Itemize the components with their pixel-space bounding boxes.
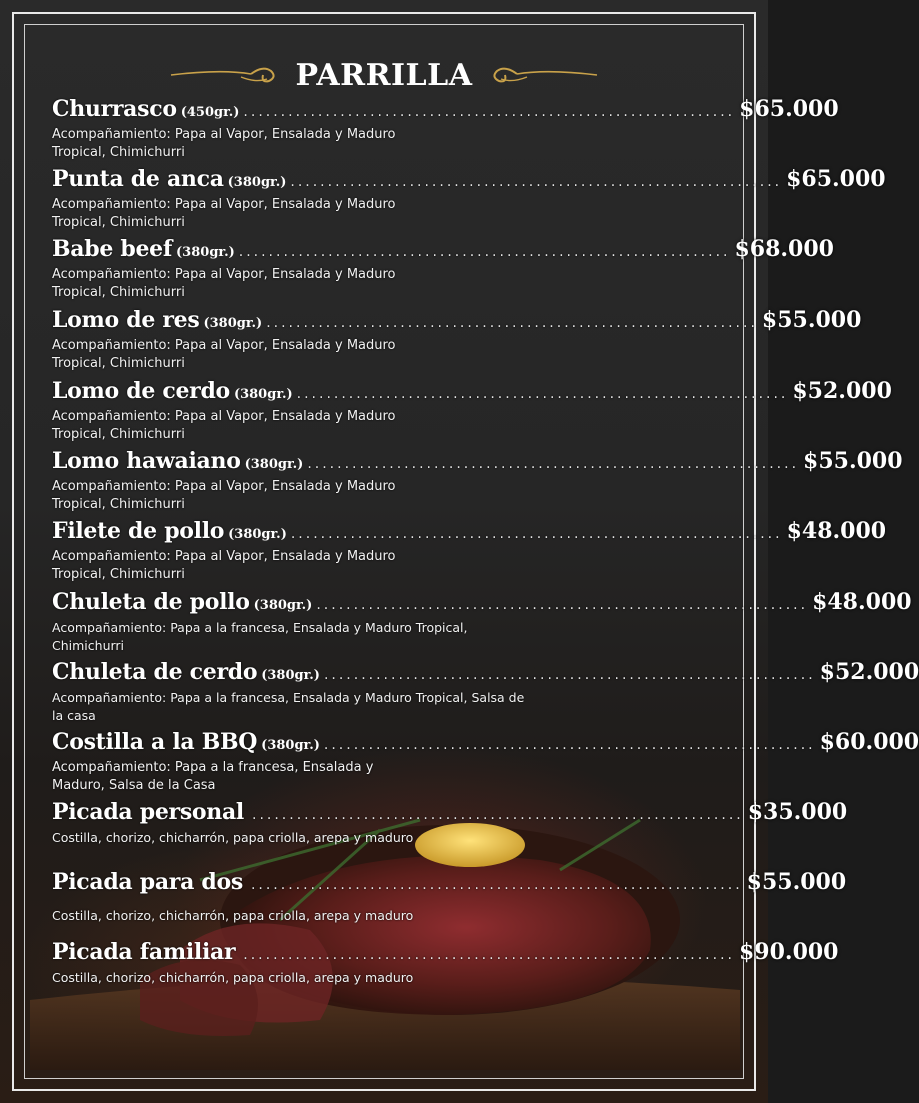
- item-description: Acompañamiento: Papa al Vapor, Ensalada y Maduro Tropical, Chimichurri: [52, 409, 396, 442]
- title-bar: [0, 52, 768, 98]
- menu-item: [52, 729, 919, 795]
- item-price: $65.000: [739, 96, 839, 122]
- menu-item: [52, 939, 839, 987]
- dot-leader: ..................................................................: [243, 947, 735, 963]
- item-description: Acompañamiento: Papa al Vapor, Ensalada y Maduro Tropical, Chimichurri: [52, 549, 396, 582]
- item-weight: (380gr.): [228, 527, 287, 542]
- item-weight: (380gr.): [227, 175, 287, 190]
- right-flourish-icon: [487, 63, 597, 87]
- menu-item: [52, 96, 839, 162]
- menu-item: [52, 307, 862, 373]
- item-price: $55.000: [761, 307, 862, 333]
- menu-item: [52, 659, 919, 725]
- page-title: PARRILLA: [295, 57, 473, 93]
- item-description: Acompañamiento: Papa a la francesa, Ensalada y Maduro, Salsa de la Casa: [52, 760, 374, 793]
- item-name: Chuleta de pollo: [52, 589, 250, 615]
- menu-item: [52, 378, 892, 444]
- menu-item: [52, 589, 912, 655]
- dot-leader: ..................................................................: [296, 386, 789, 402]
- dot-leader: ..................................................................: [238, 244, 731, 260]
- item-price: $55.000: [746, 869, 847, 895]
- dot-leader: ..................................................................: [323, 667, 816, 683]
- dot-leader: ..................................................................: [243, 104, 736, 120]
- item-weight: (380gr.): [233, 387, 293, 402]
- dot-leader: ..................................................................: [323, 737, 816, 753]
- item-weight: (380gr.): [253, 598, 313, 613]
- item-name: Lomo de res: [52, 307, 200, 333]
- item-name: Picada personal: [52, 799, 244, 825]
- menu-item: [52, 869, 847, 925]
- item-price: $68.000: [734, 236, 834, 262]
- item-description: Acompañamiento: Papa a la francesa, Ensalada y Maduro Tropical, Salsa de la casa: [52, 690, 525, 723]
- item-description: Costilla, chorizo, chicharrón, papa criolla, arepa y maduro: [52, 970, 414, 985]
- item-price: $60.000: [819, 729, 919, 755]
- item-price: $52.000: [792, 378, 892, 404]
- dot-leader: ..................................................................: [290, 526, 783, 542]
- item-description: Acompañamiento: Papa al Vapor, Ensalada y Maduro Tropical, Chimichurri: [52, 197, 396, 230]
- item-price: $48.000: [812, 589, 912, 615]
- item-description: Acompañamiento: Papa a la francesa, Ensalada y Maduro Tropical, Chimichurri: [52, 620, 468, 653]
- item-name: Punta de anca: [52, 166, 224, 192]
- item-name: Picada familiar: [52, 939, 236, 965]
- item-price: $52.000: [819, 659, 919, 685]
- dot-leader: ..................................................................: [266, 315, 758, 331]
- item-weight: (380gr.): [203, 316, 263, 331]
- item-description: Acompañamiento: Papa al Vapor, Ensalada y Maduro Tropical, Chimichurri: [52, 338, 396, 371]
- dot-leader: ..................................................................: [307, 456, 800, 472]
- dot-leader: ..................................................................: [252, 807, 744, 823]
- item-price: $90.000: [738, 939, 839, 965]
- item-name: Babe beef: [52, 236, 173, 262]
- item-description: Acompañamiento: Papa al Vapor, Ensalada y Maduro Tropical, Chimichurri: [52, 127, 396, 160]
- item-price: $35.000: [747, 799, 848, 825]
- item-description: Costilla, chorizo, chicharrón, papa criolla, arepa y maduro: [52, 830, 414, 845]
- item-weight: (450gr.): [180, 105, 240, 120]
- item-name: Lomo de cerdo: [52, 378, 230, 404]
- left-flourish-icon: [171, 63, 281, 87]
- item-name: Lomo hawaiano: [52, 448, 241, 474]
- item-weight: (380gr.): [261, 738, 320, 753]
- item-price: $48.000: [786, 518, 887, 544]
- item-name: Picada para dos: [52, 869, 243, 895]
- menu-item: [52, 448, 903, 514]
- item-weight: (380gr.): [176, 245, 235, 260]
- item-weight: (380gr.): [244, 457, 304, 472]
- item-price: $65.000: [786, 166, 886, 192]
- menu-item: [52, 236, 834, 302]
- item-description: Costilla, chorizo, chicharrón, papa criolla, arepa y maduro: [52, 908, 414, 923]
- item-name: Filete de pollo: [52, 518, 225, 544]
- item-weight: (380gr.): [261, 668, 320, 683]
- menu-item: [52, 518, 887, 584]
- menu-item: [52, 799, 848, 847]
- item-description: Acompañamiento: Papa al Vapor, Ensalada y Maduro Tropical, Chimichurri: [52, 267, 396, 300]
- item-name: Churrasco: [52, 96, 177, 122]
- dot-leader: ..................................................................: [316, 597, 809, 613]
- dot-leader: ..................................................................: [290, 174, 783, 190]
- dot-leader: ..................................................................: [250, 877, 743, 893]
- item-name: Chuleta de cerdo: [52, 659, 258, 685]
- menu-item: [52, 166, 886, 232]
- item-name: Costilla a la BBQ: [52, 729, 258, 755]
- item-price: $55.000: [803, 448, 903, 474]
- item-description: Acompañamiento: Papa al Vapor, Ensalada y Maduro Tropical, Chimichurri: [52, 479, 396, 512]
